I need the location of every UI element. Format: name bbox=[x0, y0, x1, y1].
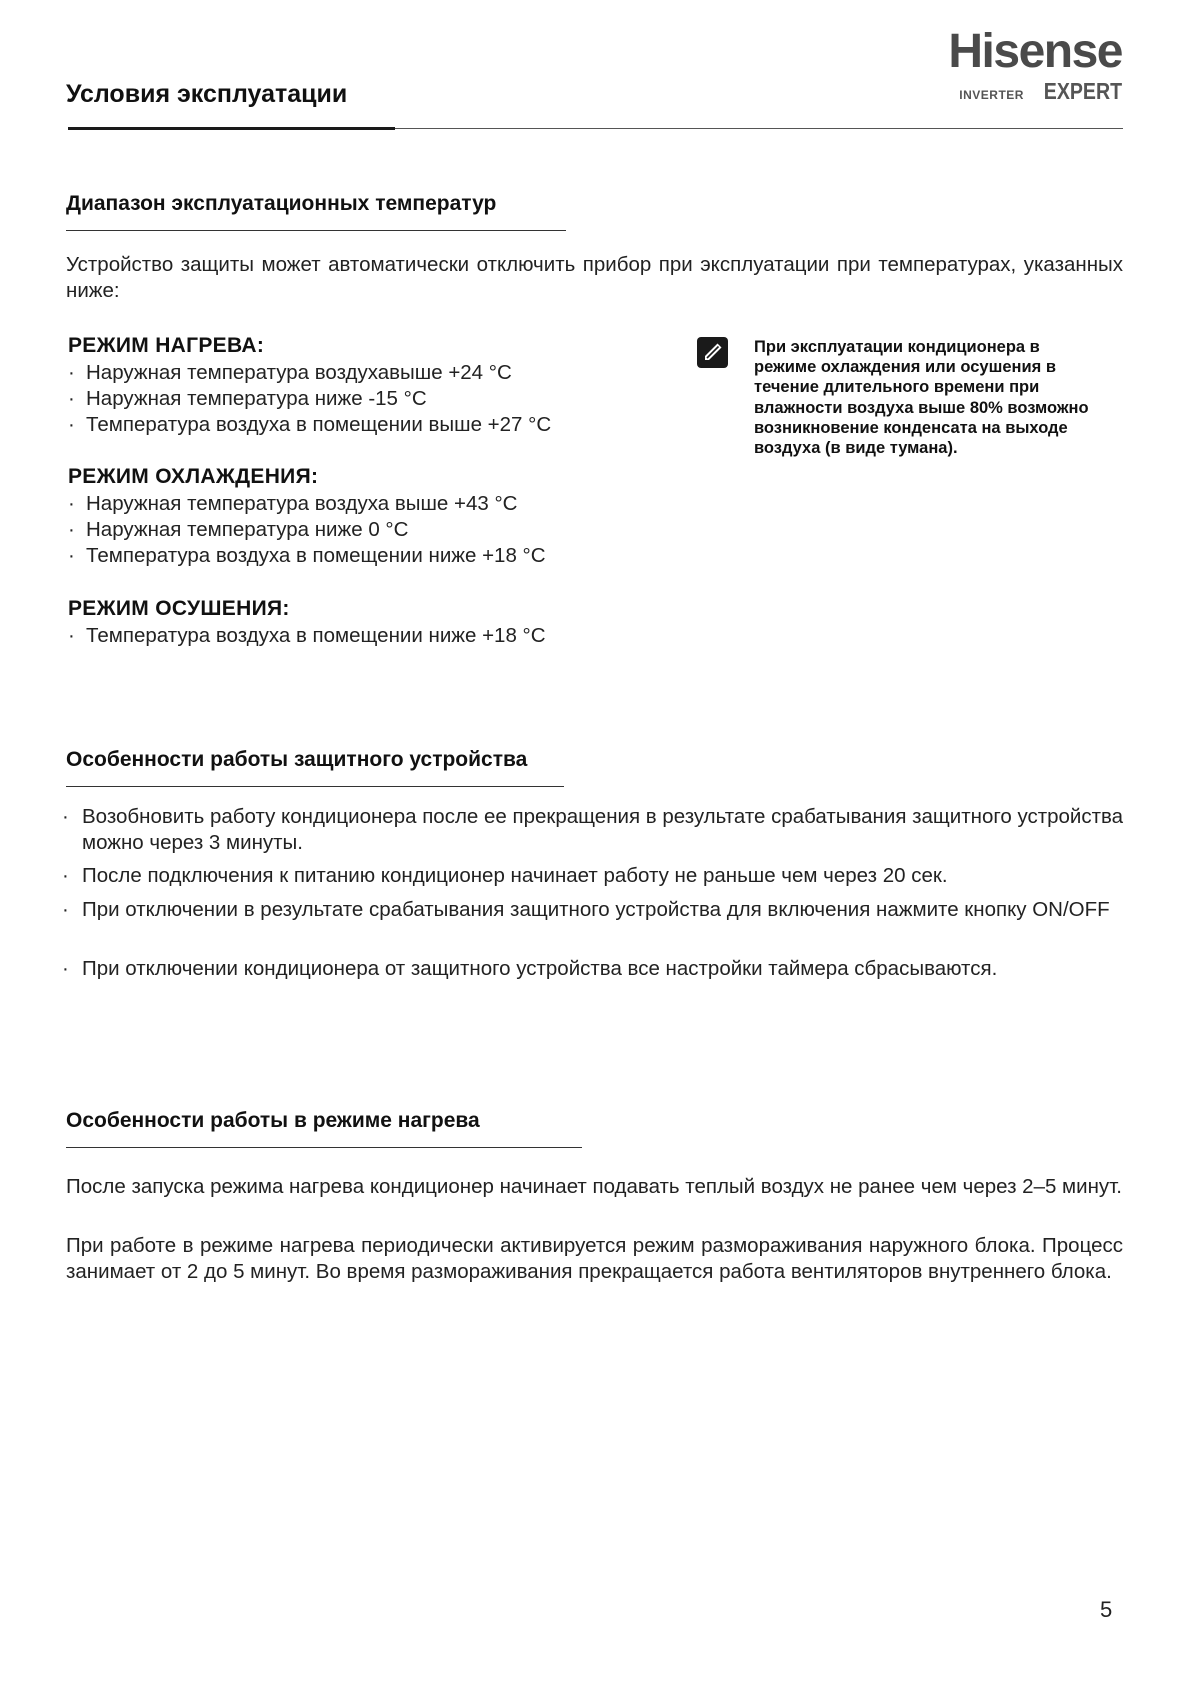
heating-paragraph-2: При работе в режиме нагрева периодически активируется режим размораживания наружного блока. Процесс занимает от 2 до 5 минут. Во время размораживания прекращается работа вентиляторов внутреннего блока. bbox=[66, 1234, 1123, 1283]
heating-paragraph-1: После запуска режима нагрева кондиционер начинает подавать теплый воздух не ранее чем через 2–5 минут. bbox=[66, 1175, 1122, 1198]
list-item: · При отключении в результате срабатывания защитного устройства для включения нажмите кнопку ON/OFF bbox=[62, 898, 1110, 921]
section-heading-heating-mode: Особенности работы в режиме нагрева bbox=[66, 1109, 480, 1132]
list-item: · Наружная температура ниже -15 °С bbox=[68, 387, 427, 410]
section-underline bbox=[66, 786, 564, 787]
drying-mode-title: РЕЖИМ ОСУШЕНИЯ: bbox=[68, 597, 290, 620]
logo-expert: EXPERT bbox=[1043, 78, 1122, 104]
heating-mode-title: РЕЖИМ НАГРЕВА: bbox=[68, 334, 265, 357]
logo-wordmark: Hisense bbox=[948, 25, 1122, 78]
note-pencil-icon bbox=[697, 337, 728, 368]
section-underline bbox=[66, 1147, 582, 1148]
brand-logo bbox=[900, 25, 1122, 108]
list-item: · Температура воздуха в помещении ниже +18 °С bbox=[68, 544, 546, 567]
header-rule-thick bbox=[68, 127, 395, 130]
list-item: · При отключении кондиционера от защитного устройства все настройки таймера сбрасываются. bbox=[62, 957, 998, 980]
logo-inverter: INVERTER bbox=[959, 88, 1024, 102]
cooling-mode-title: РЕЖИМ ОХЛАЖДЕНИЯ: bbox=[68, 465, 319, 488]
note-text: При эксплуатации кондиционера в режиме охлаждения или осушения в течение длительного времени при влажности воздуха выше 80% возможно возникновение конденсата на выходе воздуха (в виде тумана). bbox=[754, 338, 1089, 458]
page-number: 5 bbox=[1100, 1597, 1113, 1622]
list-item: · После подключения к питанию кондиционер начинает работу не раньше чем через 20 сек. bbox=[62, 864, 948, 887]
list-item: · Наружная температура воздуха выше +43 °С bbox=[68, 492, 518, 515]
page-title: Условия эксплуатации bbox=[66, 80, 348, 108]
section-underline bbox=[66, 230, 566, 231]
list-item: · Температура воздуха в помещении ниже +18 °С bbox=[68, 624, 546, 647]
section-heading-protection-device: Особенности работы защитного устройства bbox=[66, 748, 528, 771]
list-item: · Наружная температура ниже 0 °С bbox=[68, 518, 409, 541]
list-item: · Наружная температура воздухавыше +24 °С bbox=[68, 361, 512, 384]
list-item: · Возобновить работу кондиционера после ее прекращения в результате срабатывания защитного устройства можно через 3 минуты. bbox=[62, 805, 1124, 854]
section-intro: Устройство защиты может автоматически отключить прибор при эксплуатации при температурах, указанных ниже: bbox=[66, 253, 1123, 302]
logo-subline bbox=[959, 78, 1122, 105]
list-item: · Температура воздуха в помещении выше +27 °С bbox=[68, 413, 552, 436]
header-rule-thin bbox=[395, 128, 1123, 129]
section-heading-temperature-range: Диапазон эксплуатационных температур bbox=[66, 192, 497, 215]
